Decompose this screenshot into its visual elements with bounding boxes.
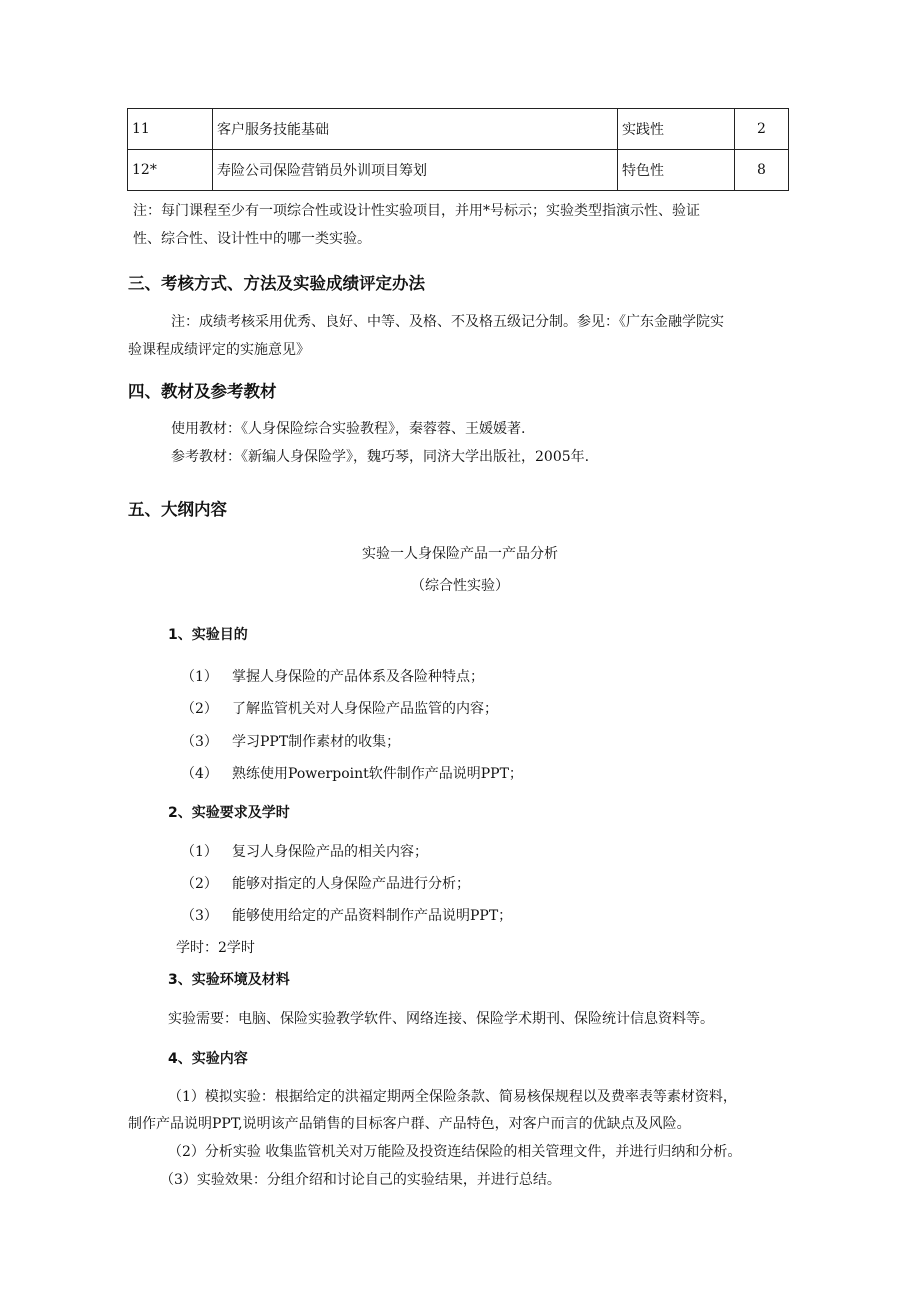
list-number: （1）	[181, 669, 218, 685]
experiment-title: 实验一人身保险产品一产品分析	[362, 546, 558, 562]
part3-heading: 3、实验环境及材料	[168, 972, 290, 988]
list-item: 能够使用给定的产品资料制作产品说明PPT；	[232, 908, 513, 924]
experiment-type: 实践性	[618, 109, 735, 150]
section4-heading: 四、教材及参考教材	[128, 382, 277, 401]
list-item: 学习PPT制作素材的收集；	[232, 734, 401, 750]
part2-heading: 2、实验要求及学时	[168, 805, 290, 821]
content-p1-line1: （1）模拟实验：根据给定的洪福定期两全保险条款、简易核保规程以及费率表等素材资料，	[168, 1089, 737, 1105]
grading-note-line1: 注：成绩考核采用优秀、良好、中等、及格、不及格五级记分制。参见：《广东金融学院实	[171, 314, 724, 330]
table-note-line2: 性、综合性、设计性中的哪一类实验。	[133, 231, 371, 247]
list-number: （3）	[181, 908, 218, 924]
experiment-type: 特色性	[618, 150, 735, 191]
list-number: （2）	[181, 701, 218, 717]
environment-text: 实验需要：电脑、保险实验教学软件、网络连接、保险学术期刊、保险统计信息资料等。	[168, 1011, 714, 1027]
section5-heading: 五、大纲内容	[128, 500, 227, 519]
reference-line: 参考教材：《新编人身保险学》，魏巧琴，同济大学出版社，2005年.	[171, 449, 590, 465]
part1-heading: 1、实验目的	[168, 627, 248, 643]
list-item: 熟练使用Powerpoint软件制作产品说明PPT；	[232, 766, 523, 782]
list-number: （4）	[181, 766, 218, 782]
list-number: （2）	[181, 876, 218, 892]
table-row	[128, 109, 789, 150]
row-number: 12*	[128, 150, 213, 191]
table-row	[128, 150, 789, 191]
table-note-line1: 注：每门课程至少有一项综合性或设计性实验项目，并用*号标示；实验类型指演示性、验证	[133, 203, 700, 219]
section3-heading: 三、考核方式、方法及实验成绩评定办法	[128, 274, 425, 293]
content-p2: （2）分析实验 收集监管机关对万能险及投资连结保险的相关管理文件，并进行归纳和分析。	[168, 1144, 742, 1160]
content-p3: （3）实验效果：分组介绍和讨论自己的实验结果，并进行总结。	[160, 1172, 561, 1188]
list-item: 了解监管机关对人身保险产品监管的内容；	[232, 701, 498, 717]
list-item: 复习人身保险产品的相关内容；	[232, 844, 428, 860]
part4-heading: 4、实验内容	[168, 1051, 248, 1067]
textbook-line: 使用教材：《人身保险综合实验教程》，秦蓉蓉、王媛媛著.	[171, 421, 526, 437]
experiment-subtitle: （综合性实验）	[411, 578, 509, 594]
list-item: 掌握人身保险的产品体系及各险种特点；	[232, 669, 484, 685]
content-p1-line2: 制作产品说明PPT,说明该产品销售的目标客户群、产品特色，对客户而言的优缺点及风险。	[128, 1116, 691, 1132]
list-number: （3）	[181, 734, 218, 750]
course-name: 寿险公司保险营销员外训项目筹划	[213, 150, 618, 191]
grading-note-line2: 验课程成绩评定的实施意见》	[128, 342, 310, 358]
study-hours: 学时：2学时	[176, 940, 255, 956]
course-hours: 2	[735, 109, 789, 150]
list-item: 能够对指定的人身保险产品进行分析；	[232, 876, 470, 892]
row-number: 11	[128, 109, 213, 150]
course-hours: 8	[735, 150, 789, 191]
list-number: （1）	[181, 844, 218, 860]
course-table	[127, 108, 789, 191]
course-name: 客户服务技能基础	[213, 109, 618, 150]
